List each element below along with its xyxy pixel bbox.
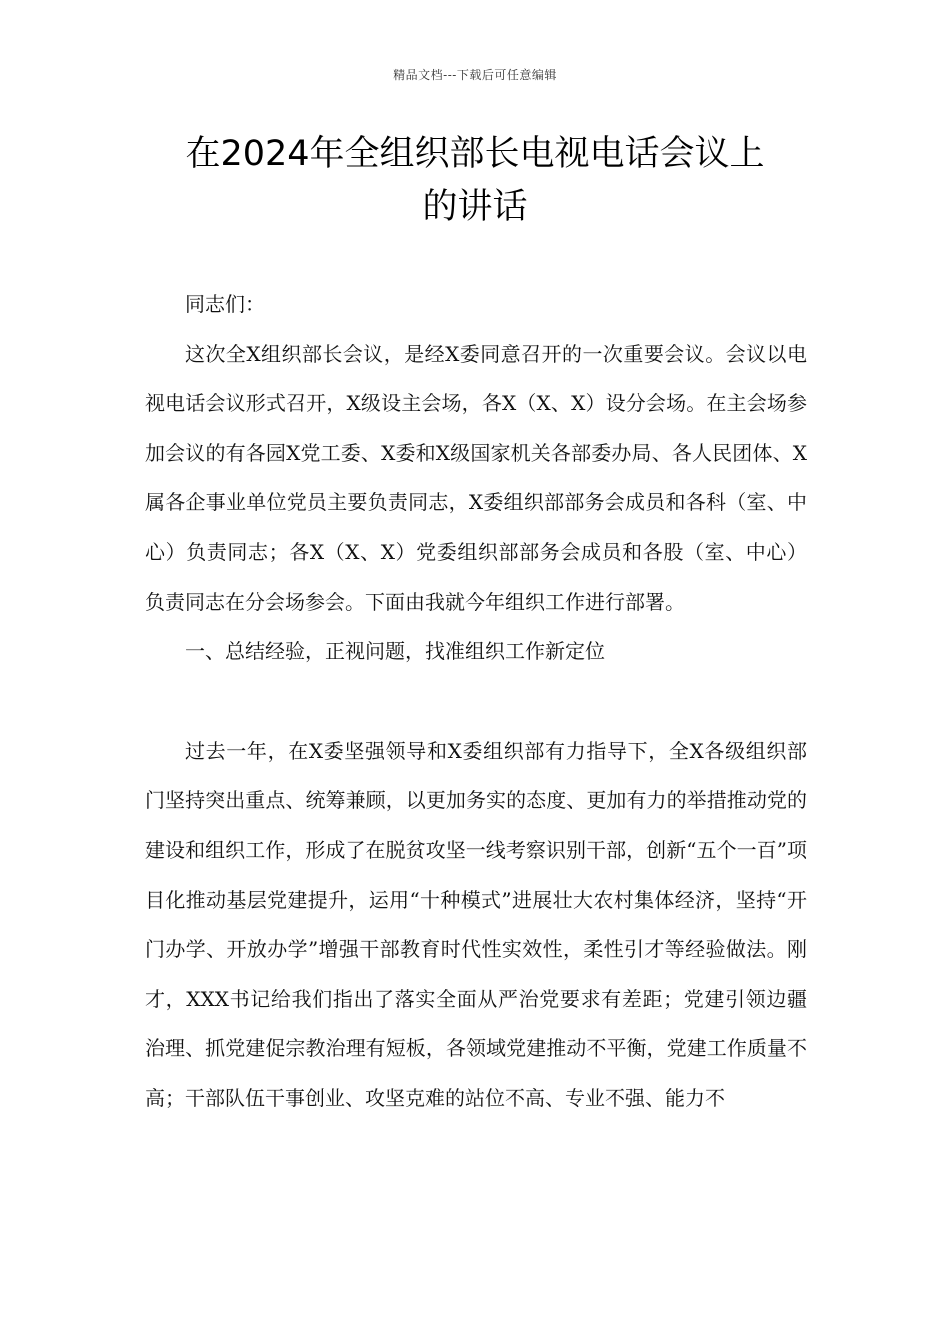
title-line-2: 的讲话 <box>422 187 528 227</box>
section-heading: 一、总结经验，正视问题，找准组织工作新定位 <box>185 639 605 664</box>
salutation: 同志们： <box>185 292 265 316</box>
document-title <box>140 128 810 234</box>
paragraph: 这次全X组织部长会议，是经X委同意召开的一次重要会议。会议以电视电话会议形式召开，X级设主会场，各X（X、X）设分会场。在主会场参加会议的有各园X党工委、X委和X级国家机关各部委办局、各人民团体、X属各企事业单位党员主要负责同志，X委组织部部务会成员和各科（室、中心）负责同志；各X（X、X）党委组织部部务会成员和各股（室、中心）负责同志在分会场参会。下面由我就今年组织工作进行部署。 <box>145 341 807 614</box>
paragraph: 过去一年，在X委坚强领导和X委组织部有力指导下，全X各级组织部门坚持突出重点、统筹兼顾，以更加务实的态度、更加有力的举措推动党的建设和组织工作，形成了在脱贫攻坚一线考察识别干部，创新“五个一百”项目化推动基层党建提升，运用“十种模式”进展壮大农村集体经济，坚持“开门办学、开放办学”增强干部教育时代性实效性，柔性引才等经验做法。刚才，XXX书记给我们指出了落实全面从严治党要求有差距；党建引领边疆治理、抓党建促宗教治理有短板，各领域党建推动不平衡，党建工作质量不高；干部队伍干事创业、攻坚克难的站位不高、专业不强、能力不 <box>145 738 807 1110</box>
page-header: 精品文档---下载后可任意编辑 <box>393 68 557 82</box>
document-body <box>145 280 807 1124</box>
title-line-1: 在2024年全组织部长电视电话会议上 <box>185 134 765 174</box>
